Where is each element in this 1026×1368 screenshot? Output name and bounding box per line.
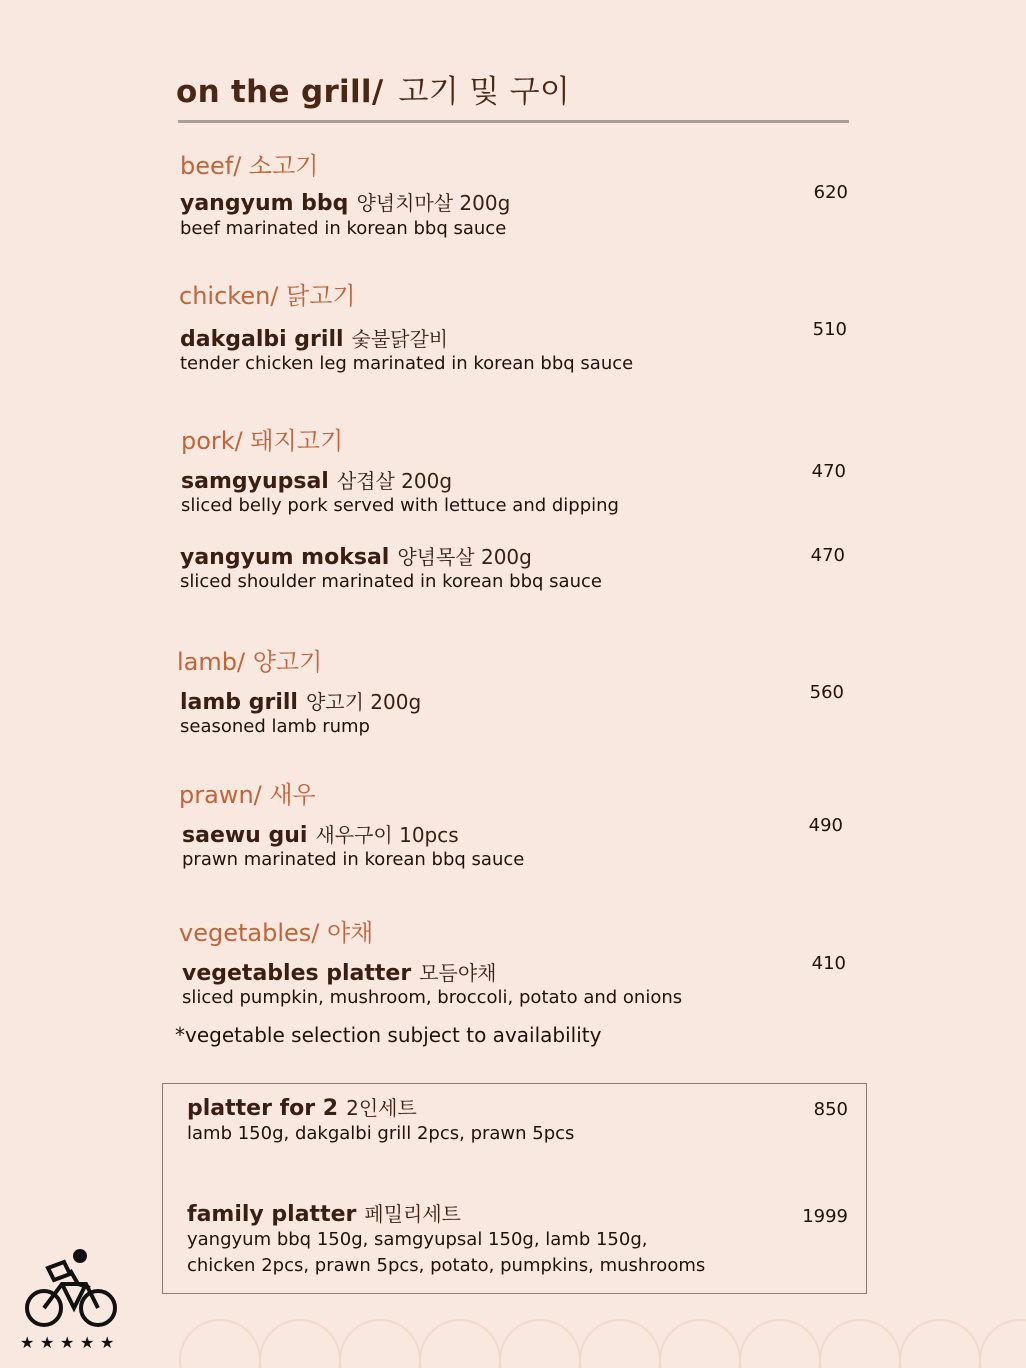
platter-description-line1: yangyum bbq 150g, samgyupsal 150g, lamb 150g, (187, 1229, 648, 1250)
dish-description: sliced shoulder marinated in korean bbq sauce (180, 571, 602, 592)
dish-name (180, 541, 532, 570)
dish-korean: 페밀리세트 (364, 1202, 461, 1226)
dish-title: samgyupsal (181, 469, 329, 494)
page-title (176, 66, 570, 111)
dish-title: vegetables platter (182, 961, 412, 986)
category-lamb: lamb/ 양고기 (177, 648, 323, 676)
page-title-kr: 고기 및 구이 (398, 74, 571, 110)
platter-name (187, 1198, 461, 1227)
dish-description: seasoned lamb rump (180, 716, 370, 737)
dish-korean: 삼겹살 200g (336, 469, 453, 493)
svg-text:★: ★ (40, 1333, 55, 1352)
svg-text:★: ★ (80, 1333, 95, 1352)
dish-korean: 숯불닭갈비 (351, 327, 449, 351)
category-vegetables: vegetables/ 야채 (179, 919, 374, 947)
dish-title: yangyum bbq (180, 191, 349, 216)
dish-title: lamb grill (180, 690, 298, 715)
dish-title: platter for 2 (187, 1096, 339, 1121)
dish-price: 620 (813, 182, 848, 203)
platter-name (187, 1092, 417, 1121)
dish-name (182, 957, 496, 986)
dish-korean: 양념목살 200g (397, 545, 532, 569)
page-title-en: on the grill/ (176, 74, 384, 110)
dish-title: saewu gui (182, 823, 308, 848)
dish-title: family platter (187, 1202, 357, 1227)
dish-title: dakgalbi grill (180, 327, 344, 352)
dish-description: beef marinated in korean bbq sauce (180, 218, 507, 239)
dish-name (182, 819, 459, 848)
platter-price: 850 (813, 1099, 848, 1120)
dish-price: 560 (809, 682, 844, 703)
dish-korean: 모듬야채 (419, 961, 497, 985)
availability-note: *vegetable selection subject to availability (175, 1023, 602, 1047)
platter-description-line2: chicken 2pcs, prawn 5pcs, potato, pumpkins, mushrooms (187, 1255, 706, 1276)
dish-name (181, 465, 452, 494)
dish-korean: 2인세트 (346, 1096, 417, 1120)
decorative-pattern (160, 1300, 1026, 1368)
category-prawn: prawn/ 새우 (179, 781, 316, 809)
category-chicken: chicken/ 닭고기 (179, 282, 356, 310)
category-pork: pork/ 돼지고기 (181, 427, 344, 455)
svg-text:★: ★ (20, 1333, 35, 1352)
dish-price: 470 (810, 545, 845, 566)
dish-name (180, 323, 448, 352)
dish-korean: 새우구이 10pcs (315, 823, 459, 847)
dish-price: 410 (811, 953, 846, 974)
platter-price: 1999 (802, 1206, 848, 1227)
category-beef: beef/ 소고기 (180, 152, 319, 180)
dish-name (180, 187, 510, 216)
dish-korean: 양고기 200g (305, 690, 422, 714)
dish-price: 490 (808, 815, 843, 836)
dish-description: prawn marinated in korean bbq sauce (182, 849, 525, 870)
dish-korean: 양념치마살 200g (356, 191, 511, 215)
dish-price: 470 (811, 461, 846, 482)
dish-name (180, 686, 421, 715)
svg-text:★: ★ (100, 1333, 115, 1352)
dish-title: yangyum moksal (180, 545, 390, 570)
svg-text:★: ★ (60, 1333, 75, 1352)
dish-description: tender chicken leg marinated in korean bbq sauce (180, 353, 634, 374)
dish-price: 510 (812, 319, 847, 340)
dish-description: sliced belly pork served with lettuce and dipping (181, 495, 619, 516)
title-divider (178, 120, 849, 123)
delivery-cyclist-icon (18, 1240, 128, 1360)
dish-description: sliced pumpkin, mushroom, broccoli, potato and onions (182, 987, 683, 1008)
platter-description: lamb 150g, dakgalbi grill 2pcs, prawn 5pcs (187, 1123, 575, 1144)
